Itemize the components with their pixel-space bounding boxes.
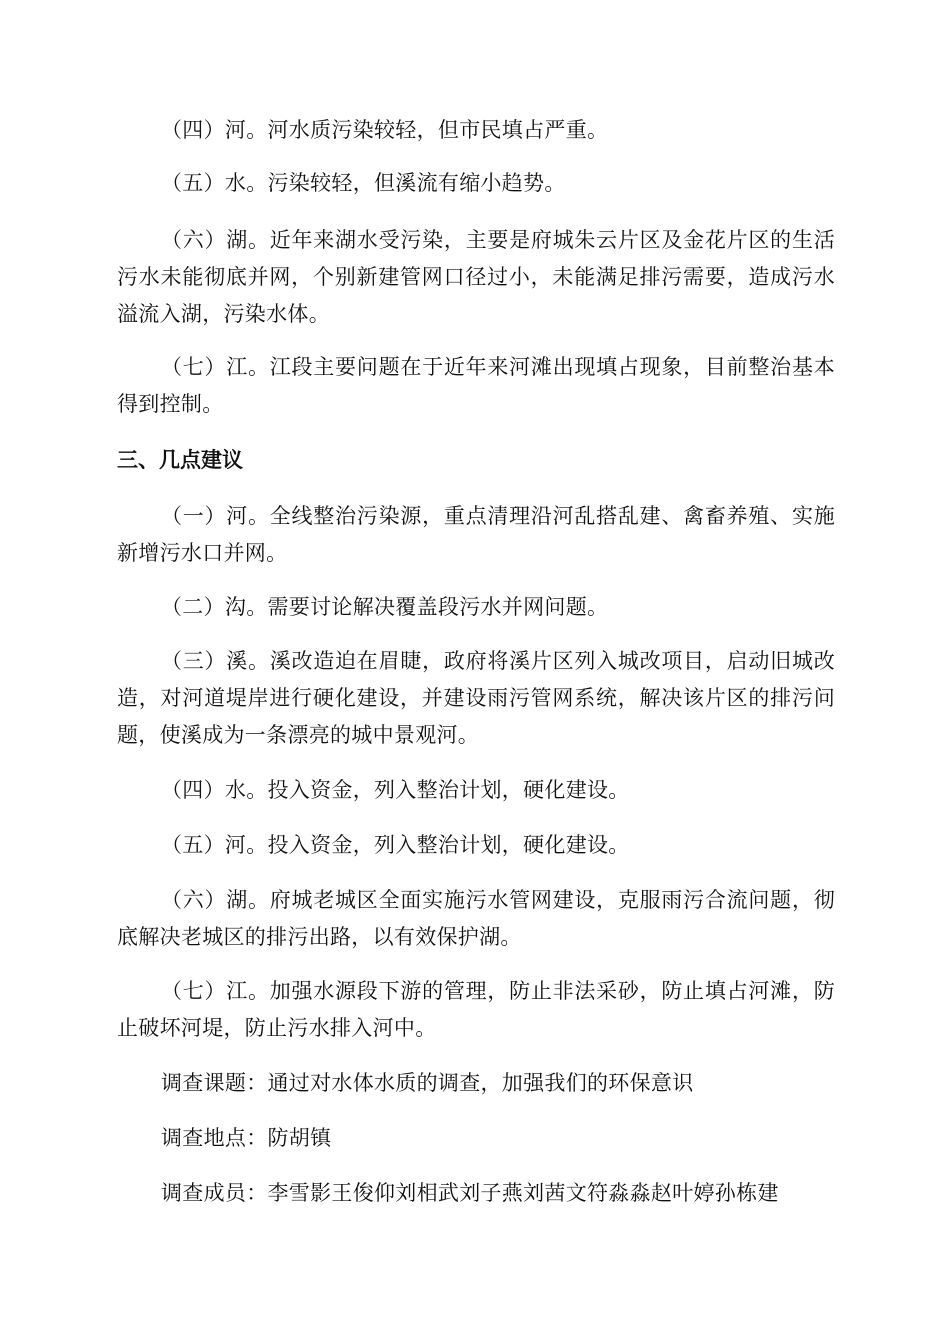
paragraph-suggestion-3: （三）溪。溪改造迫在眉睫，政府将溪片区列入城改项目，启动旧城改造，对河道堤岸进行硬化建设，并建设雨污管网系统，解决该片区的排污问题，使溪成为一条漂亮的城中景观河。 <box>117 649 835 747</box>
paragraph-section2-item-7: （七）江。江段主要问题在于近年来河滩出现填占现象，目前整治基本得到控制。 <box>117 355 835 416</box>
paragraph-suggestion-6: （六）湖。府城老城区全面实施污水管网建设，克服雨污合流问题，彻底解决老城区的排污出路，以有效保护湖。 <box>117 888 835 949</box>
survey-location: 调查地点：防胡镇 <box>161 1126 332 1150</box>
paragraph-section2-item-6: （六）湖。近年来湖水受污染，主要是府城朱云片区及金花片区的生活污水未能彻底并网，个别新建管网口径过小，未能满足排污需要，造成污水溢流入湖，污染水体。 <box>117 228 835 326</box>
paragraph-suggestion-5: （五）河。投入资金，列入整治计划，硬化建设。 <box>161 833 630 857</box>
paragraph-suggestion-7: （七）江。加强水源段下游的管理，防止非法采砂，防止填占河滩，防止破坏河堤，防止污水排入河中。 <box>117 979 835 1040</box>
section-heading-suggestions: 三、几点建议 <box>117 448 243 472</box>
survey-members: 调查成员：李雪影王俊仰刘相武刘子燕刘茜文符淼淼赵叶婷孙栋建 <box>161 1181 779 1205</box>
paragraph-suggestion-2: （二）沟。需要讨论解决覆盖段污水并网问题。 <box>161 595 609 619</box>
paragraph-section2-item-4: （四）河。河水质污染较轻，但市民填占严重。 <box>161 118 609 142</box>
paragraph-suggestion-1: （一）河。全线整治污染源，重点清理沿河乱搭乱建、禽畜养殖、实施新增污水口并网。 <box>117 504 835 565</box>
paragraph-suggestion-4: （四）水。投入资金，列入整治计划，硬化建设。 <box>161 778 630 802</box>
survey-topic: 调查课题：通过对水体水质的调查，加强我们的环保意识 <box>161 1071 694 1095</box>
paragraph-section2-item-5: （五）水。污染较轻，但溪流有缩小趋势。 <box>161 171 566 195</box>
